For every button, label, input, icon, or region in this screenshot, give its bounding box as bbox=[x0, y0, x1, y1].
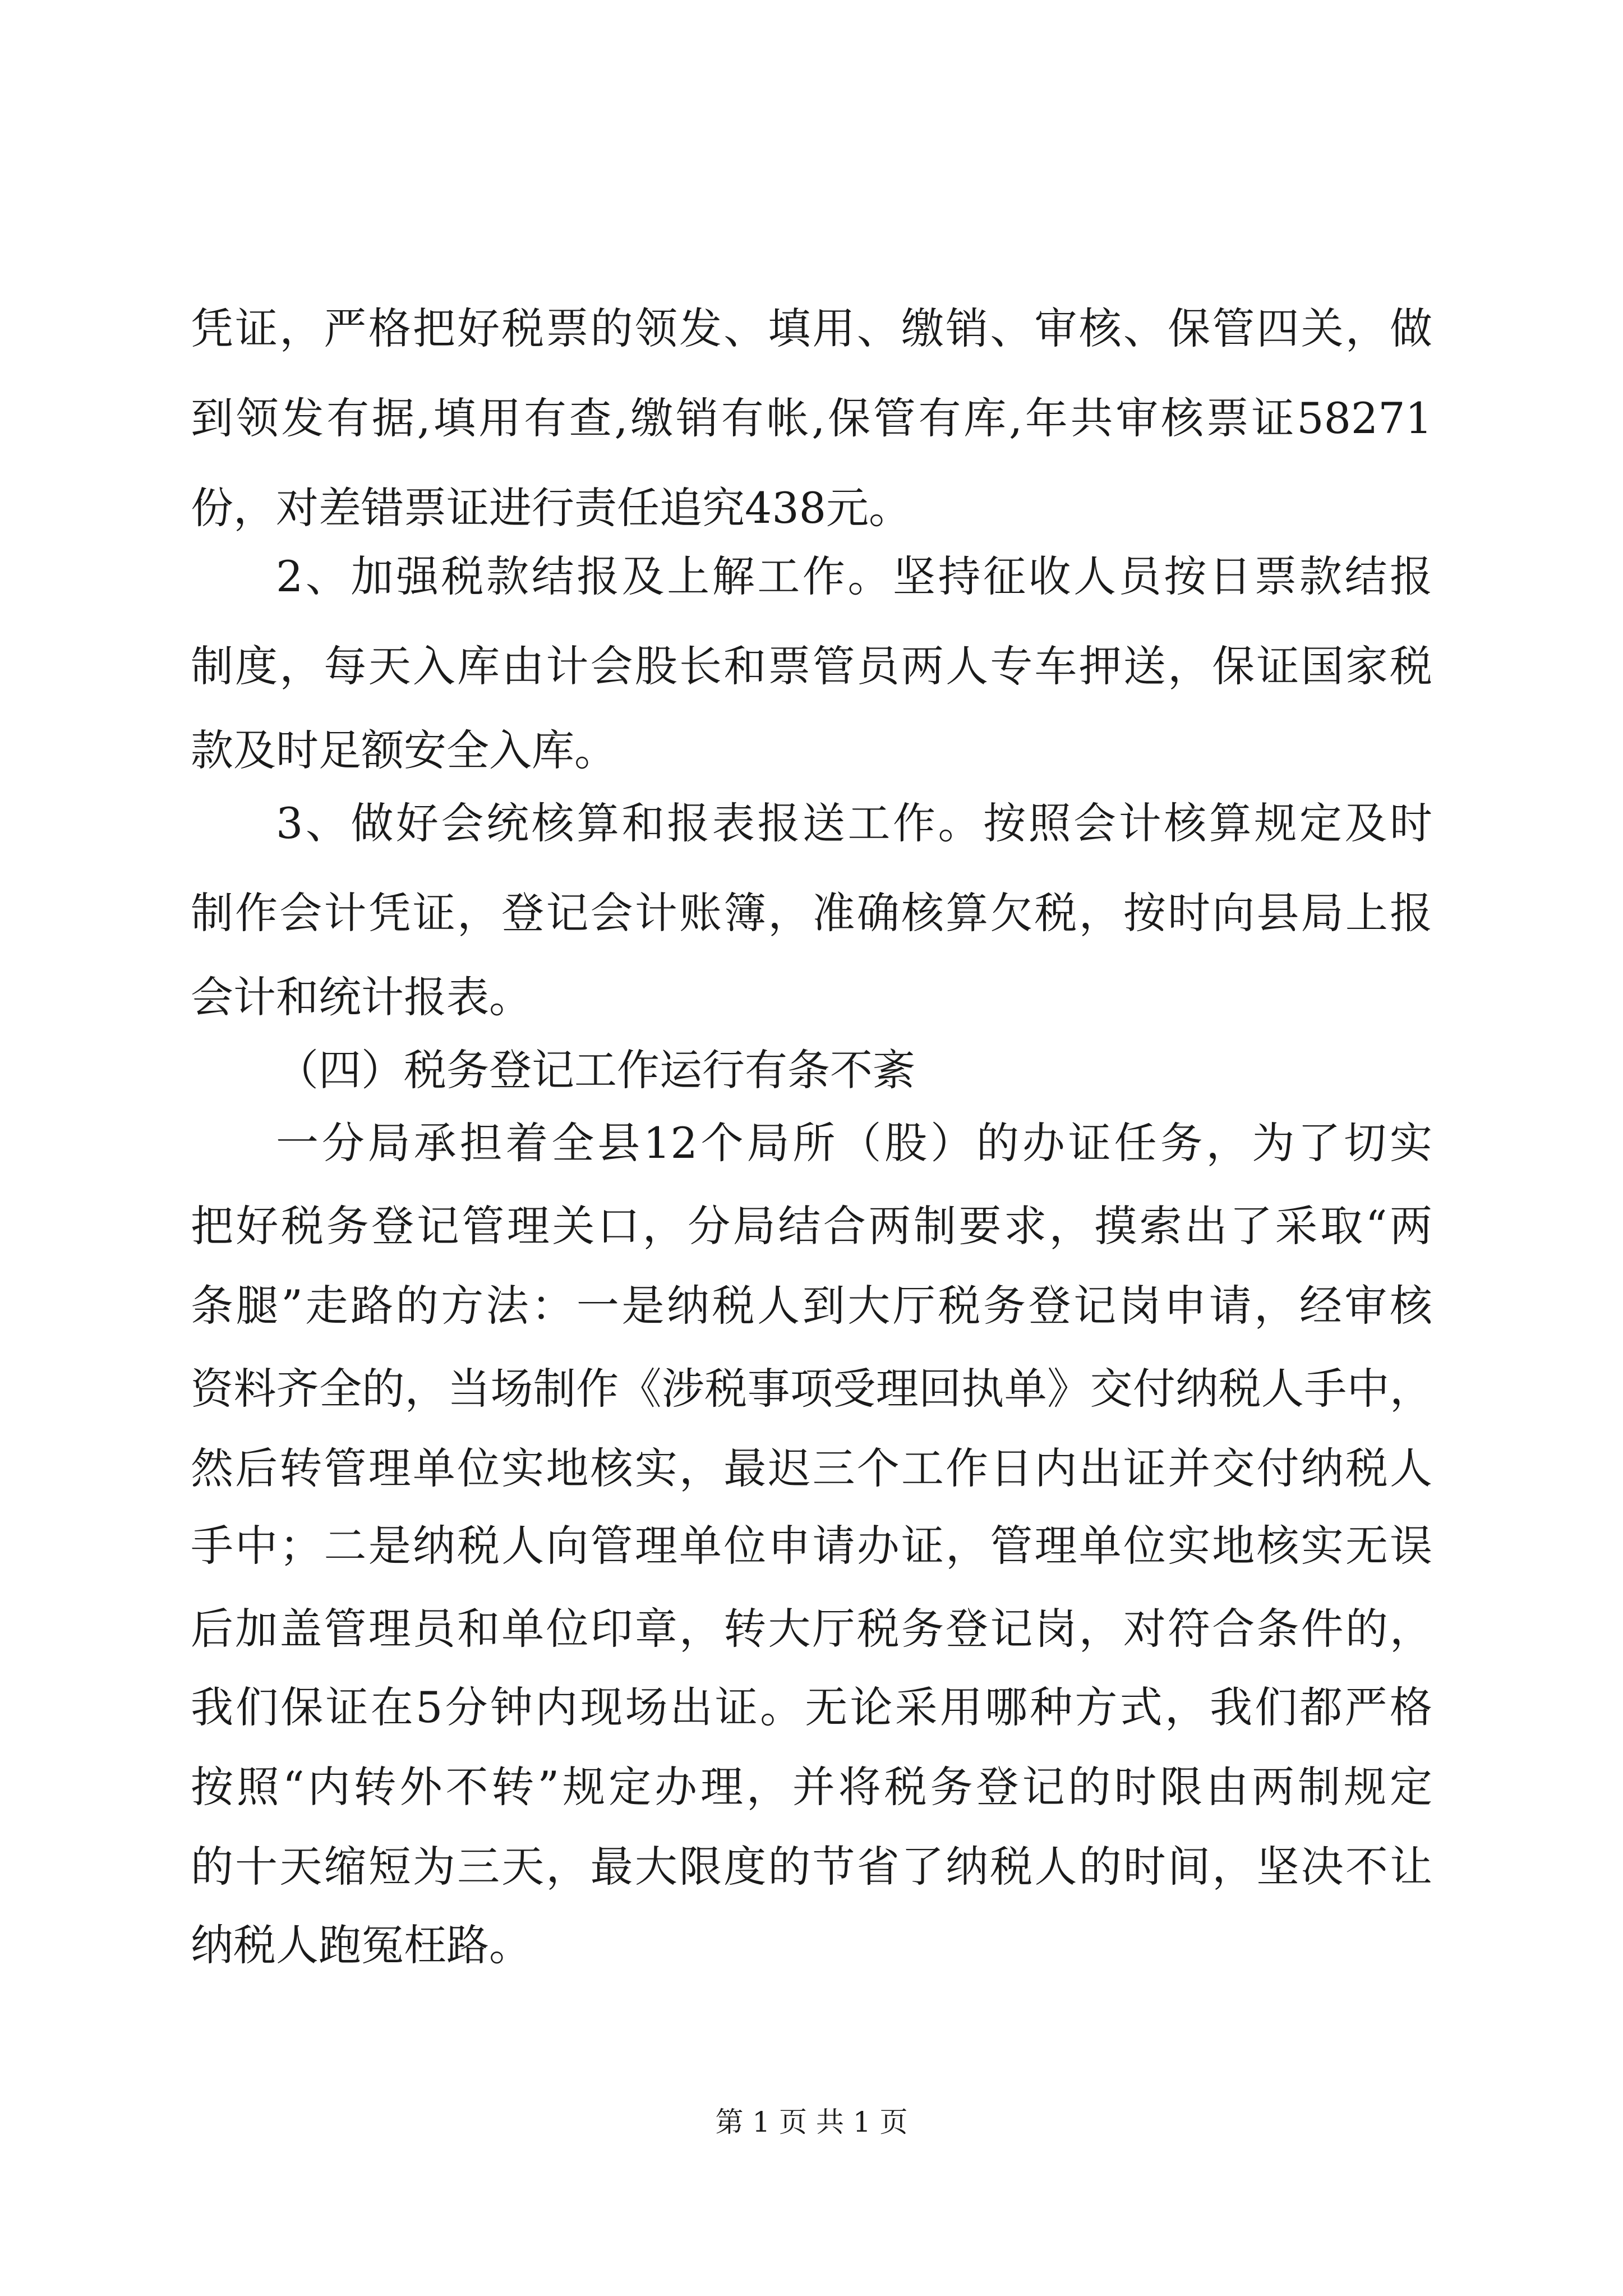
text-line: 我们保证在5分钟内现场出证。无论采用哪种方式，我们都严格 bbox=[191, 1682, 1432, 1732]
paragraph-first-line: 一分局承担着全县12个局所（股）的办证任务，为了切实 bbox=[276, 1118, 1432, 1168]
section-heading: （四）税务登记工作运行有条不紊 bbox=[276, 1045, 915, 1095]
text-line: 制作会计凭证，登记会计账簿，准确核算欠税，按时向县局上报 bbox=[191, 888, 1432, 938]
text-line: 条腿”走路的方法：一是纳税人到大厅税务登记岗申请，经审核 bbox=[191, 1281, 1432, 1331]
text-line: 凭证，严格把好税票的领发、填用、缴销、审核、保管四关，做 bbox=[191, 303, 1432, 353]
text-line: 的十天缩短为三天，最大限度的节省了纳税人的时间，坚决不让 bbox=[191, 1842, 1432, 1892]
text-line: 份，对差错票证进行责任追究438元。 bbox=[191, 483, 912, 533]
text-line: 款及时足额安全入库。 bbox=[191, 725, 617, 775]
text-line: 资料齐全的，当场制作《涉税事项受理回执单》交付纳税人手中， bbox=[191, 1364, 1432, 1414]
text-line: 会计和统计报表。 bbox=[191, 972, 532, 1022]
text-line: 后加盖管理员和单位印章，转大厅税务登记岗，对符合条件的， bbox=[191, 1604, 1432, 1654]
text-line: 制度，每天入库由计会股长和票管员两人专车押送，保证国家税 bbox=[191, 641, 1432, 691]
page-footer: 第 1 页 共 1 页 bbox=[715, 2106, 908, 2138]
text-line: 到领发有据,填用有查,缴销有帐,保管有库,年共审核票证58271 bbox=[191, 393, 1432, 443]
text-line: 手中；二是纳税人向管理单位申请办证，管理单位实地核实无误 bbox=[191, 1521, 1432, 1571]
paragraph-first-line: 2、加强税款结报及上解工作。坚持征收人员按日票款结报 bbox=[276, 551, 1432, 601]
text-line: 纳税人跑冤枉路。 bbox=[191, 1920, 532, 1970]
paragraph-first-line: 3、做好会统核算和报表报送工作。按照会计核算规定及时 bbox=[276, 798, 1432, 848]
text-line: 按照“内转外不转”规定办理，并将税务登记的时限由两制规定 bbox=[191, 1762, 1432, 1812]
text-line: 把好税务登记管理关口，分局结合两制要求，摸索出了采取“两 bbox=[191, 1201, 1432, 1251]
text-line: 然后转管理单位实地核实，最迟三个工作日内出证并交付纳税人 bbox=[191, 1443, 1432, 1493]
